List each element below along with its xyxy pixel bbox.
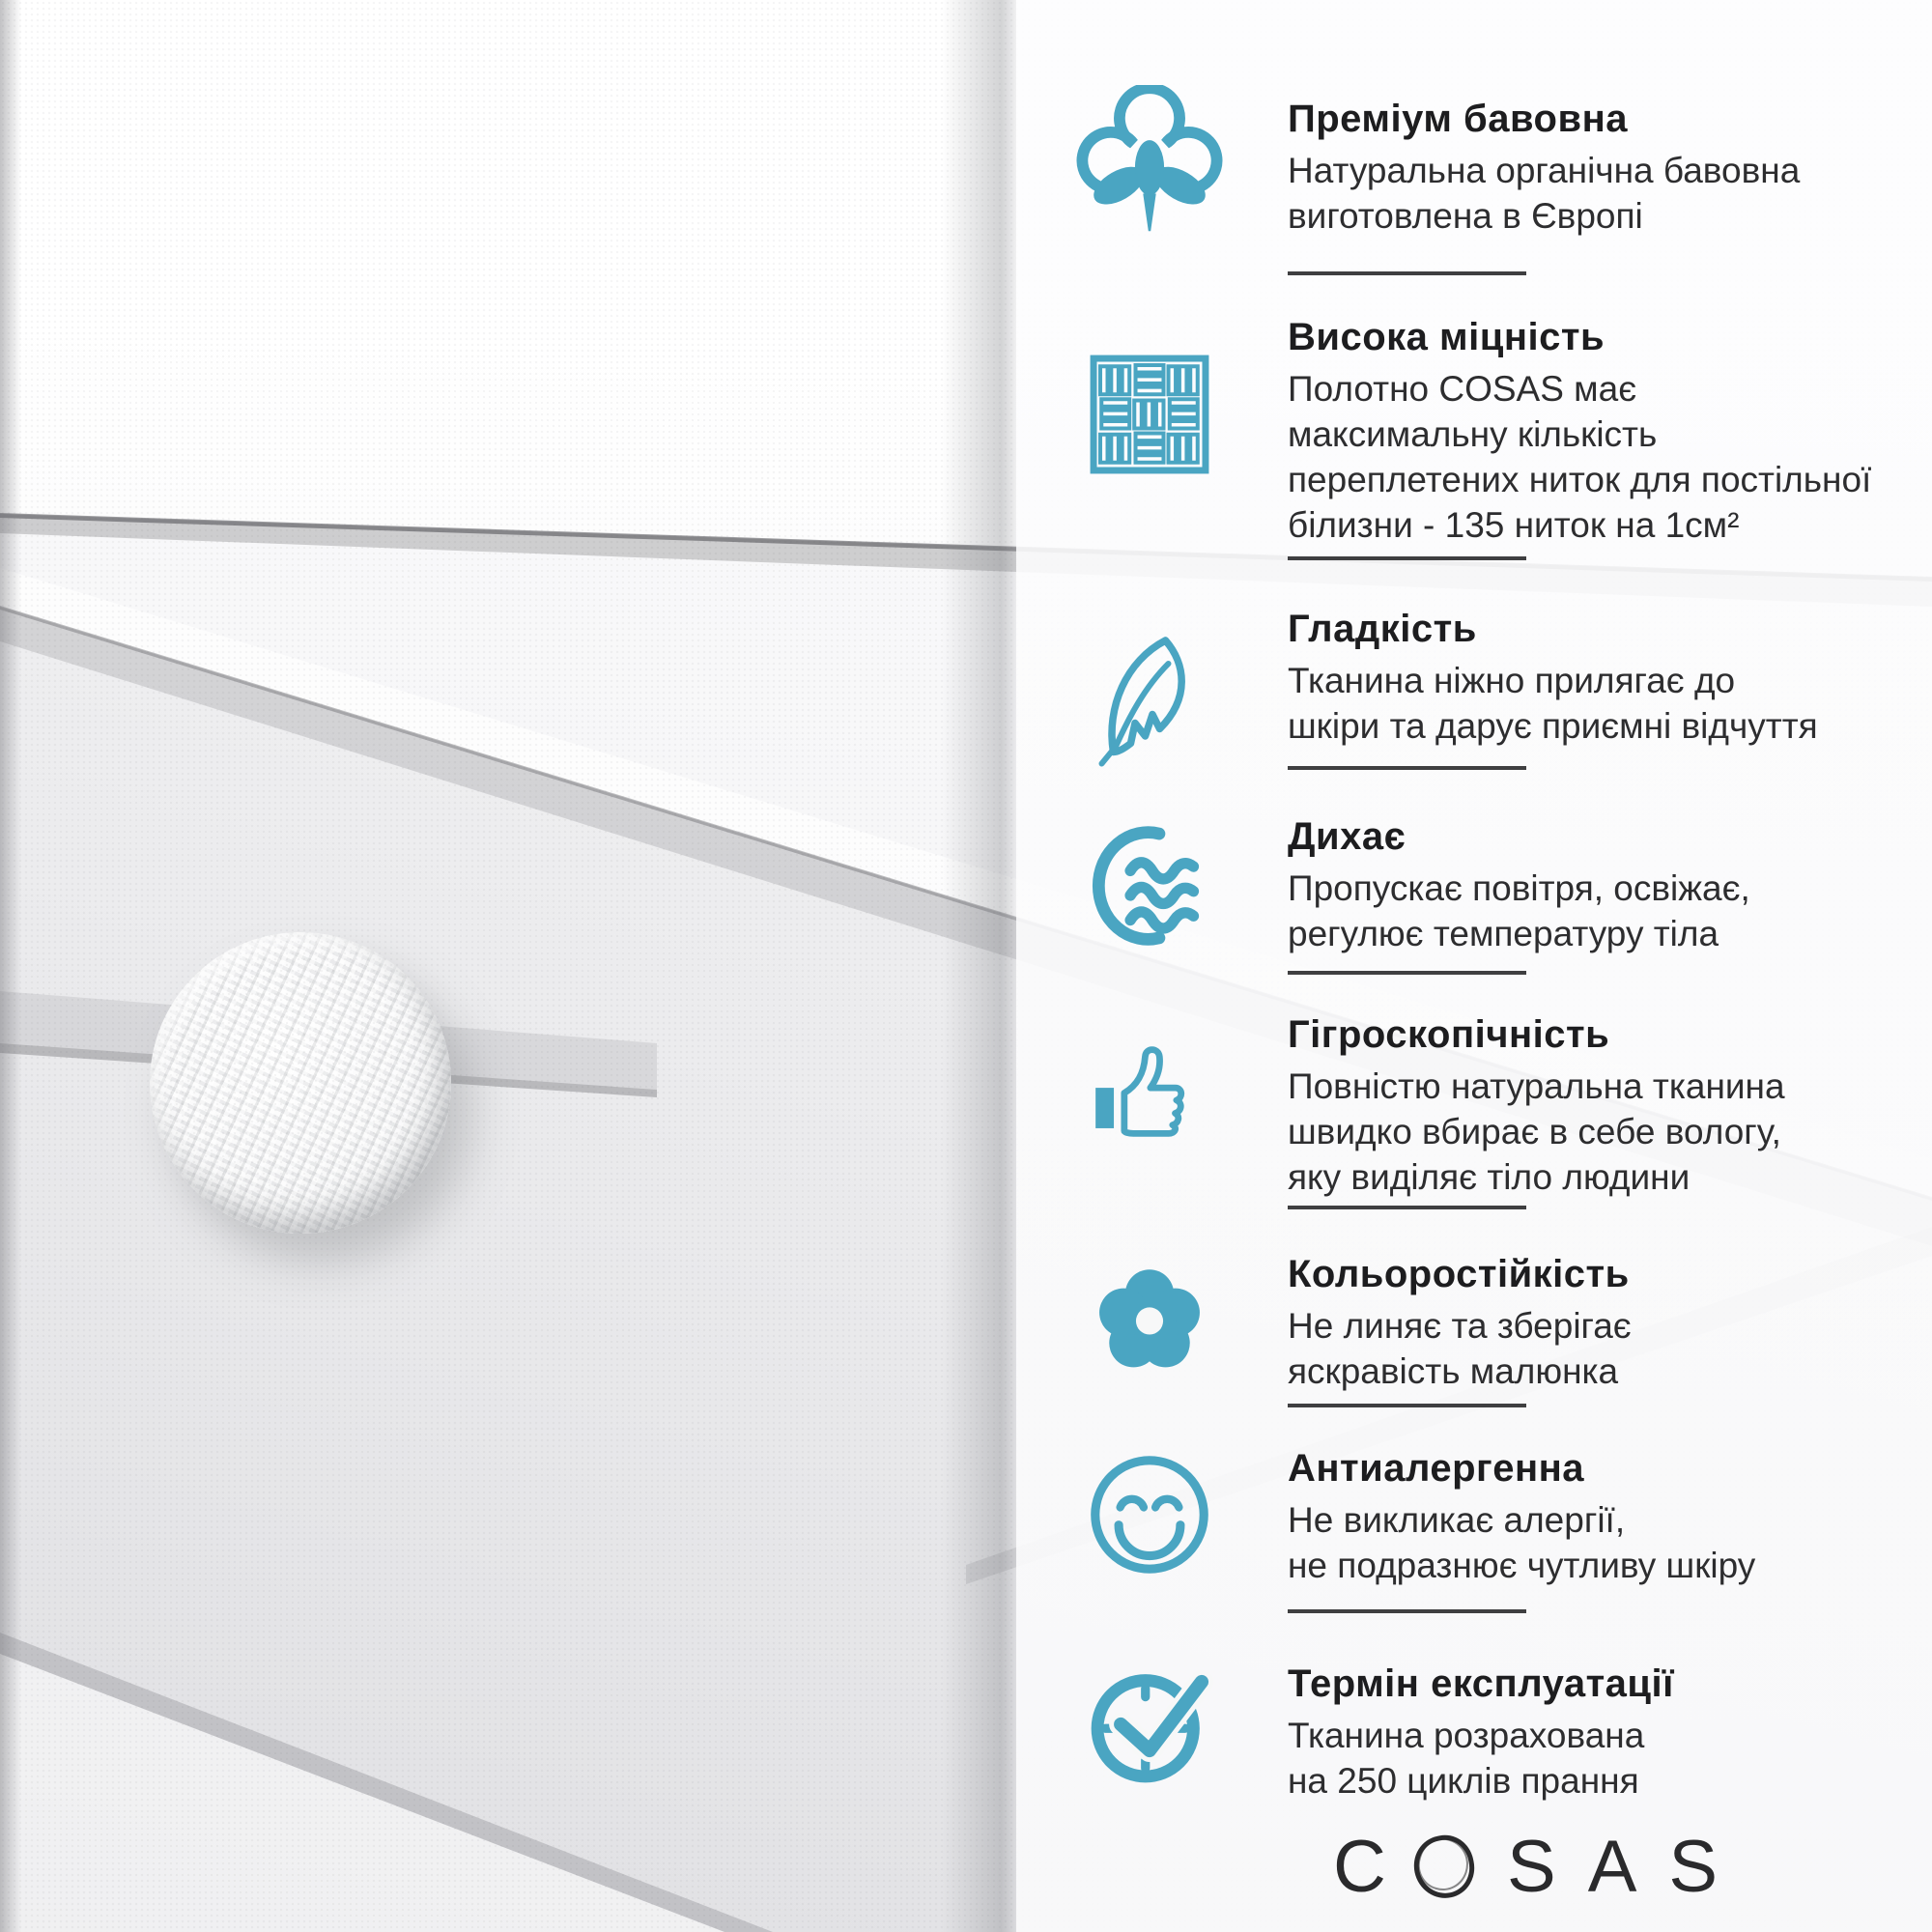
feature-title: Термін експлуатації [1288, 1662, 1674, 1705]
logo-letter: S [1668, 1826, 1750, 1908]
section-divider [1288, 1609, 1526, 1613]
feature-text-line: регулює температуру тіла [1288, 914, 1719, 953]
feature-title: Висока міцність [1288, 316, 1605, 358]
logo-letter: C [1333, 1826, 1418, 1908]
airflow-icon [1081, 817, 1218, 954]
feature-title: Дихає [1288, 815, 1406, 858]
feature-text-line: яку виділяє тіло людини [1288, 1157, 1690, 1197]
feather-icon [1077, 626, 1222, 771]
feature-text-line: максимальну кількість [1288, 414, 1658, 454]
feature-text-line: білизни - 135 ниток на 1см² [1288, 505, 1740, 545]
section-divider [1288, 766, 1526, 770]
section-divider [1288, 556, 1526, 560]
feature-text-line: шкіри та дарує приємні відчуття [1288, 706, 1818, 746]
feature-text-line: Не линяє та зберігає [1288, 1306, 1632, 1346]
feature-text-line: Полотно COSAS має [1288, 369, 1637, 409]
weave-icon [1089, 354, 1210, 475]
feature-text-line: швидко вбирає в себе вологу, [1288, 1112, 1781, 1151]
feature-text-line: Тканина розрахована [1288, 1716, 1645, 1755]
brand-logo [1333, 1826, 1750, 1908]
feature-text-line: Натуральна органічна бавовна [1288, 151, 1801, 190]
section-divider [1288, 971, 1526, 975]
feature-text-line: Повністю натуральна тканина [1288, 1066, 1785, 1106]
cotton-flower-icon [1068, 85, 1231, 247]
logo-letter-o-brush-ring [1418, 1829, 1507, 1906]
features-panel [1016, 0, 1932, 1932]
logo-letter: A [1587, 1826, 1669, 1908]
feature-title: Преміум бавовна [1288, 98, 1628, 140]
flower-icon [1078, 1248, 1221, 1391]
section-divider [1288, 1206, 1526, 1209]
feature-title: Антиалергенна [1288, 1447, 1585, 1490]
logo-letter: S [1507, 1826, 1588, 1908]
feature-title: Гігроскопічність [1288, 1013, 1610, 1056]
feature-title: Гладкість [1288, 608, 1477, 650]
section-divider [1288, 1404, 1526, 1407]
section-divider [1288, 271, 1526, 275]
feature-text-line: Не викликає алергії, [1288, 1500, 1626, 1540]
feature-text-line: Тканина ніжно прилягає до [1288, 661, 1736, 700]
smiley-face-icon [1076, 1441, 1223, 1588]
feature-text-line: на 250 циклів прання [1288, 1761, 1639, 1801]
feature-text-line: переплетених ниток для постільної [1288, 460, 1872, 499]
feature-title: Кольоростійкість [1288, 1253, 1630, 1295]
feature-text-line: не подразнює чутливу шкіру [1288, 1546, 1756, 1585]
feature-text-line: Пропускає повітря, освіжає, [1288, 868, 1750, 908]
thumbs-up-icon [1084, 1028, 1214, 1158]
clock-check-icon [1081, 1656, 1218, 1793]
feature-text-line: яскравість малюнка [1288, 1351, 1619, 1391]
feature-text-line: виготовлена в Європі [1288, 196, 1643, 236]
